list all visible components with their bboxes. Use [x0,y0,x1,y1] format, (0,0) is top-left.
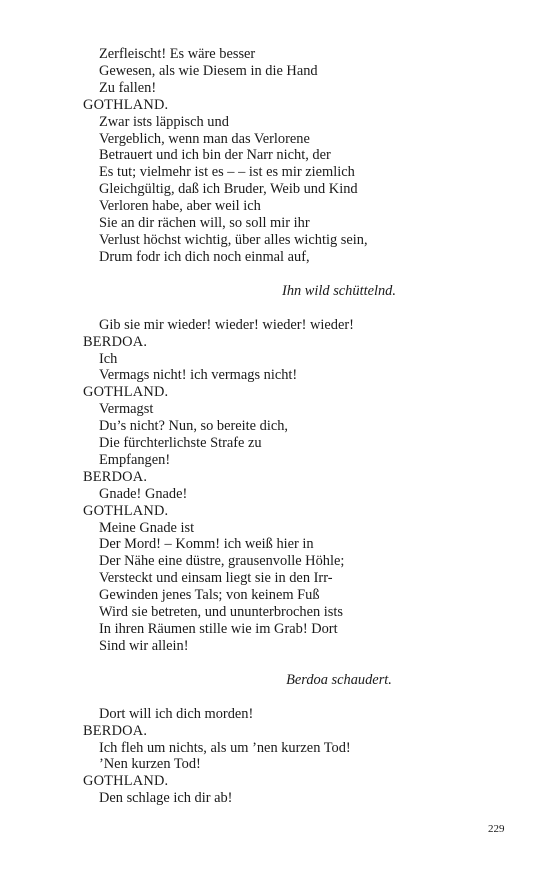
verse-line: Versteckt und einsam liegt sie in den Irr- [99,570,333,587]
verse-line: Verloren habe, aber weil ich [99,198,261,215]
stage-direction: Berdoa schaudert. [286,671,392,688]
verse-line: Die fürchterlichste Strafe zu [99,435,262,452]
blank-line [83,689,503,706]
verse-line: Zu fallen! [99,79,157,96]
speaker-name: GOTHLAND. [83,384,169,401]
verse-line: Der Mord! – Komm! ich weiß hier in [99,536,314,553]
verse-line: In ihren Räumen stille wie im Grab! Dort [99,621,338,637]
verse-line: Den schlage ich dir ab! [99,790,233,807]
blank-line [83,655,503,672]
stage-direction: Ihn wild schüttelnd. [282,282,396,299]
verse-line: Gewinden jenes Tals; von keinem Fuß [99,587,320,604]
speaker-name: GOTHLAND. [83,96,169,113]
speaker-name: BERDOA. [83,333,148,350]
page-number: 229 [488,823,505,835]
verse-line: Gewesen, als wie Diesem in die Hand [99,62,318,79]
verse-line: Sie an dir rächen will, so soll mir ihr [99,215,310,232]
speaker-name: BERDOA. [83,722,148,739]
verse-line: Vermags nicht! ich vermags nicht! [99,367,298,384]
verse-line: Vergeblich, wenn man das Verlorene [99,130,310,147]
drama-text [83,46,503,807]
verse-line: Gnade! Gnade! [99,485,188,502]
verse-line: Wird sie betreten, und ununterbrochen ists [99,604,343,621]
verse-line: Meine Gnade ist [99,519,195,536]
blank-line [83,266,503,283]
verse-line: Es tut; vielmehr ist es – – ist es mir ziemlich [99,164,355,181]
speaker-name: BERDOA. [83,468,148,485]
verse-line: Gib sie mir wieder! wieder! wieder! wieder! [99,316,354,333]
verse-line: Betrauert und ich bin der Narr nicht, der [99,147,331,164]
verse-line: Drum fodr ich dich noch einmal auf, [99,248,310,265]
verse-line: Dort will ich dich morden! [99,705,254,722]
verse-line: Ich [99,350,118,367]
verse-line: Verlust höchst wichtig, über alles wichtig sein, [99,231,368,248]
verse-line: Ich fleh um nichts, als um ’nen kurzen Tod! [99,739,351,756]
speaker-name: GOTHLAND. [83,502,169,519]
verse-line: Du’s nicht? Nun, so bereite dich, [99,418,289,435]
blank-line [83,300,503,317]
verse-line: Gleichgültig, daß ich Bruder, Weib und Kind [99,181,358,198]
verse-line: Der Nähe eine düstre, grausenvolle Höhle; [99,553,345,570]
verse-line: Sind wir allein! [99,637,189,654]
verse-line: ’Nen kurzen Tod! [99,756,201,773]
verse-line: Zerfleischt! Es wäre besser [99,46,256,62]
verse-line: Empfangen! [99,451,171,468]
verse-line: Vermagst [99,401,154,418]
verse-line: Zwar ists läppisch und [99,113,229,130]
speaker-name: GOTHLAND. [83,773,169,790]
